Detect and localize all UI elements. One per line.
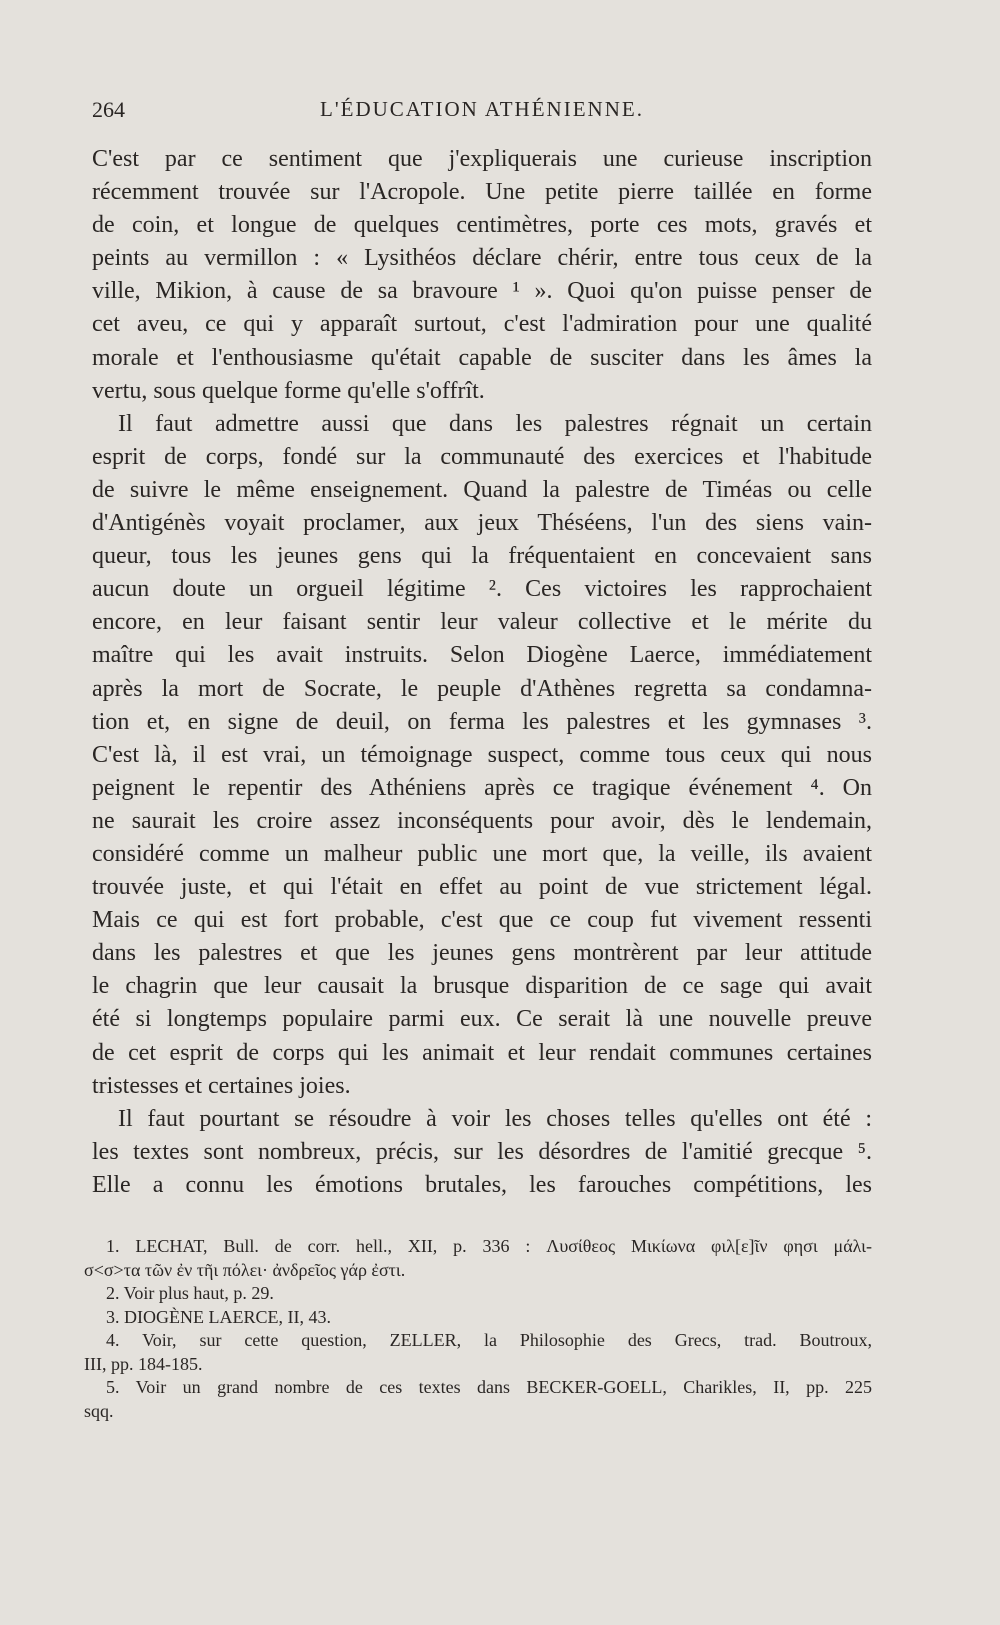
footnotes bbox=[84, 1235, 872, 1423]
text-line: trouvée juste, et qui l'était en effet au point de vue strictement légal. bbox=[92, 874, 872, 901]
text-line: esprit de corps, fondé sur la communauté des exercices et l'habitude bbox=[92, 443, 872, 470]
text-line: de coin, et longue de quelques centimètres, porte ces mots, gravés et bbox=[92, 212, 872, 239]
footnote-line: 5. Voir un grand nombre de ces textes dans BECKER-GOELL, Charikles, II, pp. 225 bbox=[106, 1377, 872, 1397]
text-line: tion et, en signe de deuil, on ferma les palestres et les gymnases ³. bbox=[92, 708, 872, 735]
text-line: tristesses et certaines joies. bbox=[92, 1072, 351, 1099]
text-line: peints au vermillon : « Lysithéos déclare chérir, entre tous ceux de la bbox=[92, 245, 872, 272]
footnote-line: 1. LECHAT, Bull. de corr. hell., XII, p. 336 : Λυσίθεος Μικίωνα φιλ[ε]ῖν φησι μάλι- bbox=[106, 1236, 872, 1256]
page-header bbox=[92, 97, 872, 127]
text-line: après la mort de Socrate, le peuple d'Athènes regretta sa condamna- bbox=[92, 675, 872, 702]
footnote-line: 4. Voir, sur cette question, ZELLER, la Philosophie des Grecs, trad. Boutroux, bbox=[106, 1330, 872, 1350]
text-line: été si longtemps populaire parmi eux. Ce serait là une nouvelle preuve bbox=[92, 1006, 872, 1033]
text-line: C'est par ce sentiment que j'expliquerais une curieuse inscription bbox=[92, 146, 872, 172]
text-line: Il faut pourtant se résoudre à voir les choses telles qu'elles ont été : bbox=[118, 1105, 872, 1132]
text-line: Il faut admettre aussi que dans les palestres régnait un certain bbox=[118, 410, 872, 437]
text-line: les textes sont nombreux, précis, sur les désordres de l'amitié grecque ⁵. bbox=[92, 1138, 872, 1165]
text-line: d'Antigénès voyait proclamer, aux jeux Théséens, l'un des siens vain- bbox=[92, 510, 872, 537]
text-line: récemment trouvée sur l'Acropole. Une petite pierre taillée en forme bbox=[92, 179, 872, 206]
text-line: peignent le repentir des Athéniens après ce tragique événement ⁴. On bbox=[92, 774, 872, 801]
text-line: dans les palestres et que les jeunes gens montrèrent par leur attitude bbox=[92, 940, 872, 967]
text-line: ville, Mikion, à cause de sa bravoure ¹ ». Quoi qu'on puisse penser de bbox=[92, 278, 872, 305]
text-line: considéré comme un malheur public une mort que, la veille, ils avaient bbox=[92, 840, 872, 867]
footnote-line: σ<σ>τα τῶν ἐν τῆι πόλει· ἀνδρεῖος γάρ ἐστι. bbox=[84, 1259, 406, 1280]
body-text bbox=[92, 143, 872, 1202]
text-line: Mais ce qui est fort probable, c'est que ce coup fut vivement ressenti bbox=[92, 907, 872, 934]
text-line: C'est là, il est vrai, un témoignage suspect, comme tous ceux qui nous bbox=[92, 741, 872, 768]
text-line: le chagrin que leur causait la brusque disparition de ce sage qui avait bbox=[92, 973, 872, 1000]
text-line: cet aveu, ce qui y apparaît surtout, c'est l'admiration pour une qualité bbox=[92, 311, 872, 338]
text-line: encore, en leur faisant sentir leur valeur collective et le mérite du bbox=[92, 609, 872, 636]
footnote-line: 2. Voir plus haut, p. 29. bbox=[106, 1283, 274, 1303]
text-line: vertu, sous quelque forme qu'elle s'offrît. bbox=[92, 377, 485, 404]
text-line: Elle a connu les émotions brutales, les farouches compétitions, les bbox=[92, 1171, 872, 1198]
text-line: aucun doute un orgueil légitime ². Ces victoires les rapprochaient bbox=[92, 576, 872, 603]
page-number: 264 bbox=[92, 97, 125, 122]
text-line: de suivre le même enseignement. Quand la palestre de Timéas ou celle bbox=[92, 476, 872, 503]
text-line: queur, tous les jeunes gens qui la fréquentaient en concevaient sans bbox=[92, 543, 872, 570]
running-title: L'ÉDUCATION ATHÉNIENNE. bbox=[320, 97, 644, 121]
text-line: ne saurait les croire assez inconséquents pour avoir, dès le lendemain, bbox=[92, 807, 872, 834]
footnote-line: sqq. bbox=[84, 1400, 114, 1421]
text-line: de cet esprit de corps qui les animait et leur rendait communes certaines bbox=[92, 1039, 872, 1066]
text-line: maître qui les avait instruits. Selon Diogène Laerce, immédiatement bbox=[92, 642, 872, 669]
footnote-line: III, pp. 184-185. bbox=[84, 1353, 203, 1374]
footnote-line: 3. DIOGÈNE LAERCE, II, 43. bbox=[106, 1306, 331, 1327]
text-line: morale et l'enthousiasme qu'était capable de susciter dans les âmes la bbox=[92, 344, 872, 371]
